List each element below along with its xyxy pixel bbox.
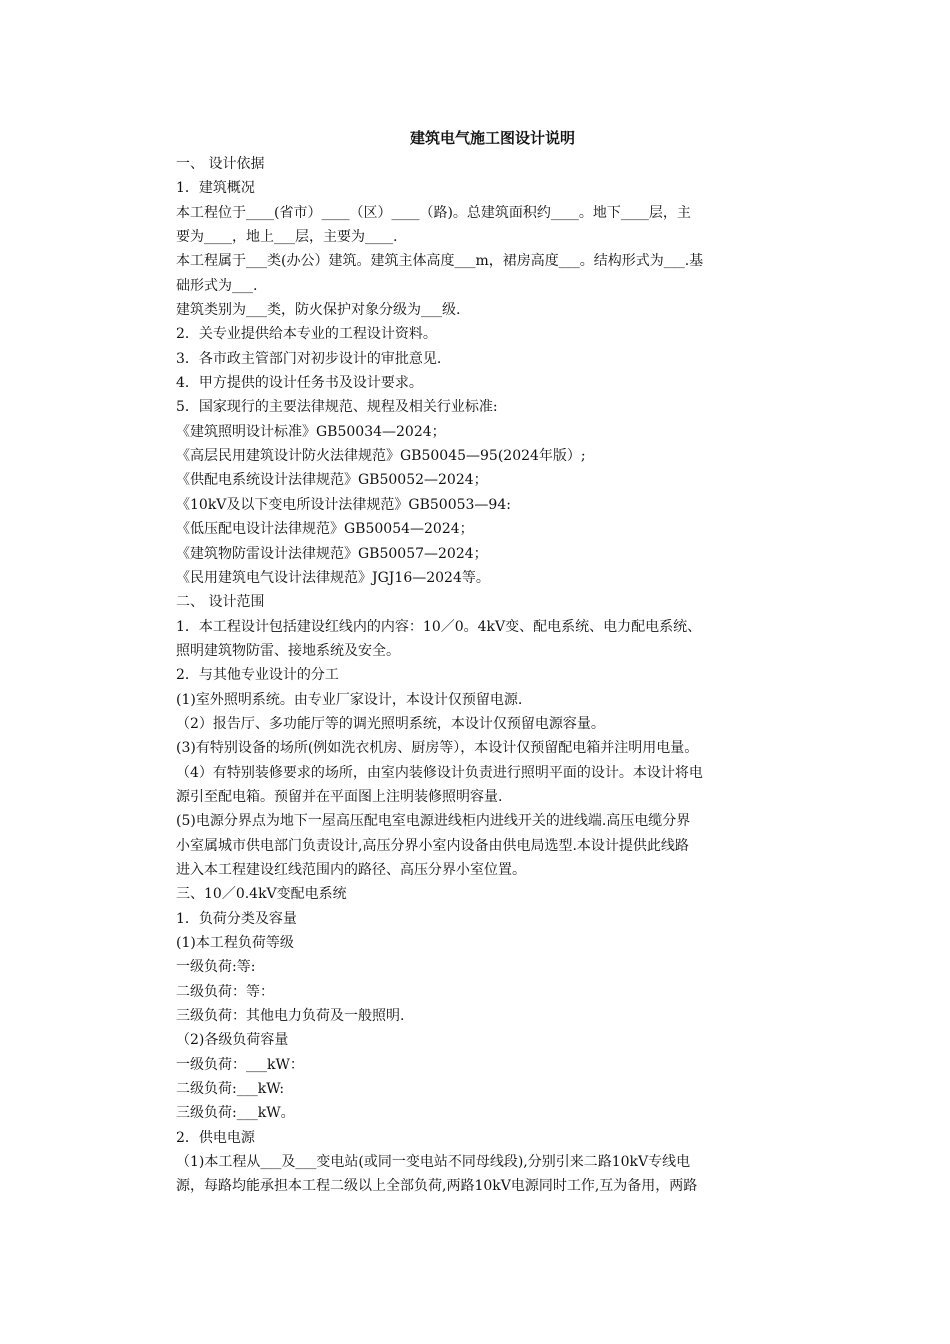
document-line: 源，每路均能承担本工程二级以上全部负荷,两路10kV电源同时工作,互为备用，两路 <box>176 1178 698 1195</box>
document-line: 1．建筑概况 <box>176 180 255 197</box>
document-line: 照明建筑物防雷、接地系统及安全。 <box>176 642 400 659</box>
document-line: 本工程位于____(省市）____（区）____（路)。总建筑面积约____。地下____层，主 <box>176 204 691 221</box>
document-line: 三、10／0.4kV变配电系统 <box>176 886 347 903</box>
document-line: 《建筑照明设计标准》GB50034—2024； <box>176 423 446 440</box>
document-line: (5)电源分界点为地下一屋高压配电室电源进线柜内进线开关的进线端.高压电缆分界 <box>176 813 691 830</box>
document-line: 小室属城市供电部门负责设计,高压分界小室内设备由供电局选型.本设计提供此线路 <box>176 837 689 854</box>
document-line: 源引至配电箱。预留并在平面图上注明装修照明容量. <box>176 788 503 805</box>
document-line: 三级负荷：其他电力负荷及一般照明. <box>176 1008 405 1025</box>
document-line: (1)室外照明系统。由专业厂家设计，本设计仅预留电源. <box>176 691 523 708</box>
document-line: 《建筑物防雷设计法律规范》GB50057—2024； <box>176 545 488 562</box>
document-line: （4）有特别装修要求的场所，由室内装修设计负责进行照明平面的设计。本设计将电 <box>176 764 703 781</box>
document-line: 《高层民用建筑设计防火法律规范》GB50045—95(2024年版）; <box>176 448 586 465</box>
document-line: 一级负荷：___kW： <box>176 1056 304 1073</box>
document-line: 进入本工程建设红线范围内的路径、高压分界小室位置。 <box>176 861 526 878</box>
document-line: 4．甲方提供的设计任务书及设计要求。 <box>176 375 423 392</box>
document-line: 《低压配电设计法律规范》GB50054—2024； <box>176 521 474 538</box>
document-line: （2)各级负荷容量 <box>176 1032 289 1049</box>
document-line: （1)本工程从___及___变电站(或同一变电站不同母线段),分别引来二路10kV专线电 <box>176 1154 691 1171</box>
document-line: 《供配电系统设计法律规范》GB50052—2024； <box>176 472 488 489</box>
document-line: 《民用建筑电气设计法律规范》JGJ16—2024等。 <box>176 569 490 586</box>
document-line: 一、 设计依据 <box>176 156 265 172</box>
document-line: 2．与其他专业设计的分工 <box>176 667 339 684</box>
document-line: 三级负荷:___kW。 <box>176 1105 295 1122</box>
document-line: (1)本工程负荷等级 <box>176 935 294 951</box>
document-line: 二级负荷:___kW: <box>176 1081 285 1098</box>
document-line: 1．负荷分类及容量 <box>176 910 297 927</box>
document-body <box>176 152 810 1199</box>
document-line: 《10kV及以下变电所设计法律规范》GB50053—94: <box>176 496 511 513</box>
document-line: 二级负荷：等： <box>176 983 274 1000</box>
document-line: 2．关专业提供给本专业的工程设计资料。 <box>176 326 437 343</box>
document-line: 3．各市政主管部门对初步设计的审批意见. <box>176 350 442 367</box>
document-line: 建筑类别为___类，防火保护对象分级为___级. <box>176 302 461 319</box>
document-line: 二、 设计范围 <box>176 594 265 611</box>
document-line: （2）报告厅、多功能厅等的调光照明系统，本设计仅预留电源容量。 <box>176 715 605 732</box>
document-line: 1．本工程设计包括建设红线内的内容：10／0。4kV变、配电系统、电力配电系统、 <box>176 618 702 635</box>
document-line: 本工程属于___类(办公）建筑。建筑主体高度___m，裙房高度___。结构形式为___.基 <box>176 253 704 270</box>
document-line: 2．供电电源 <box>176 1129 255 1146</box>
document-line: 要为____，地上___层，主要为____. <box>176 229 398 246</box>
document-line: 一级负荷:等: <box>176 959 256 976</box>
document-line: (3)有特别设备的场所(例如洗衣机房、厨房等），本设计仅预留配电箱并注明用电量。 <box>176 740 699 757</box>
document-line: 础形式为___. <box>176 277 258 294</box>
document-line: 5．国家现行的主要法律规范、规程及相关行业标准: <box>176 399 498 416</box>
document-title: 建筑电气施工图设计说明 <box>409 129 575 147</box>
